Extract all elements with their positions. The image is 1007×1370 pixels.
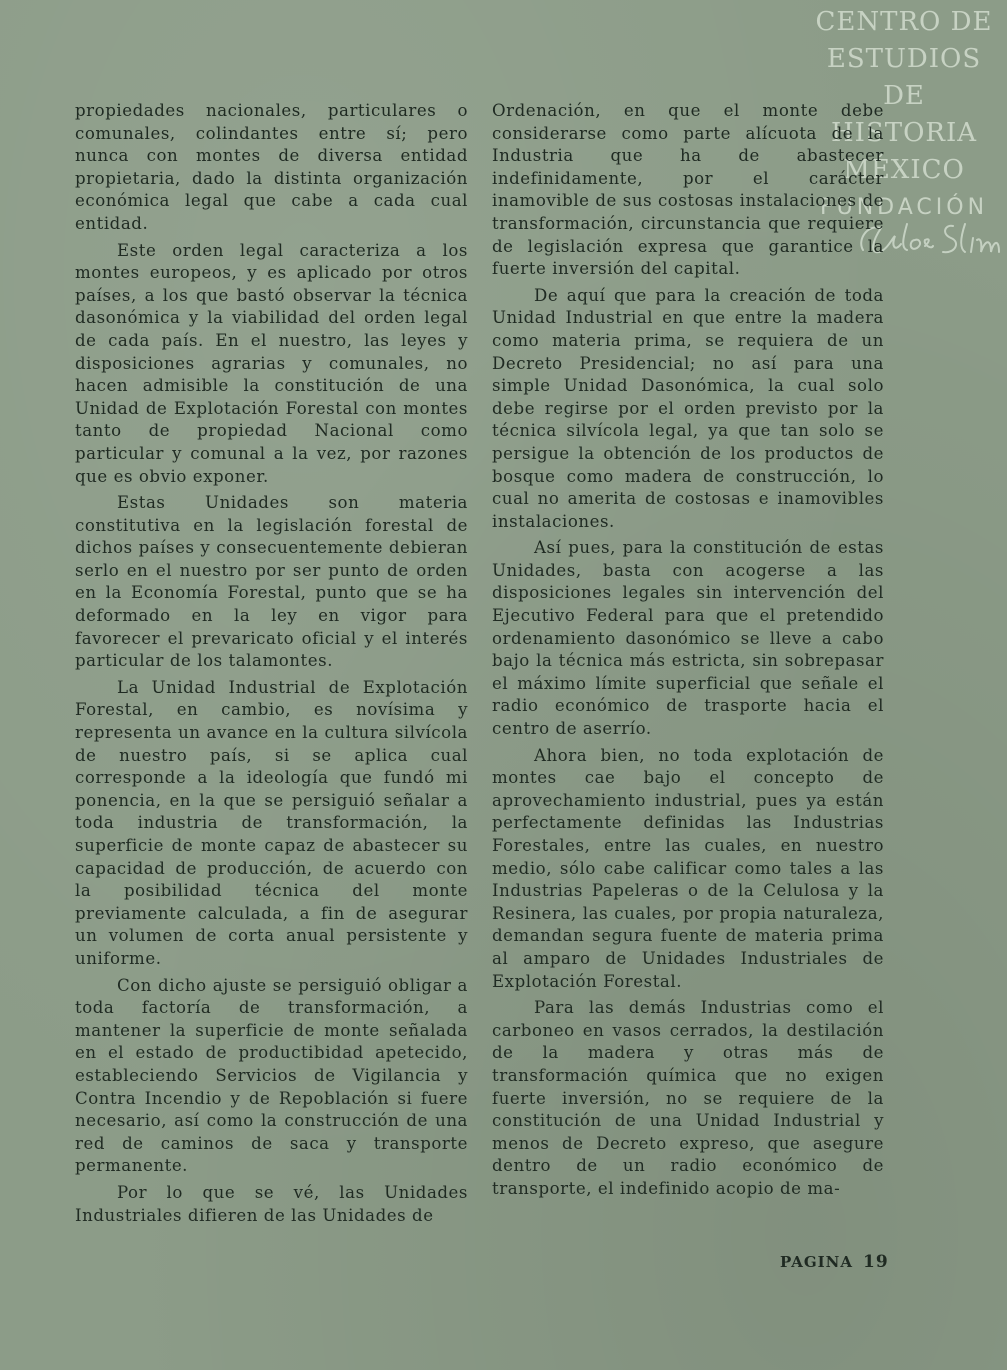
watermark-line: FUNDACIÓN	[819, 195, 989, 220]
paragraph: Con dicho ajuste se persiguió obligar a toda factoría de transformación, a mantener la superficie de monte señalada en el estado de productibidad apetecido, estableciendo Servicios de Vigilancia y Contra Incendio y de Repoblación si fuere necesario, así como la construcción de una red de caminos de saca y transporte permanente.	[75, 975, 468, 1176]
paragraph: La Unidad Industrial de Explotación Forestal, en cambio, es novísima y representa un avance en la cultura silvícola de nuestro país, si se aplica cual corresponde a la ideología que fundó mi ponencia, en la que se persiguió señalar a toda industria de transformación, la superficie de monte capaz de abastecer su capacidad de producción, de acuerdo con la posibilidad técnica del monte previamente calculada, a fin de asegurar un volumen de corta anual persistente y uniforme.	[75, 677, 468, 968]
paragraph: Así pues, para la constitución de estas Unidades, basta con acogerse a las disposiciones legales sin intervención del Ejecutivo Federal para que el pretendido ordenamiento dasonómico se lleve a cabo bajo la técnica más estricta, sin sobrepasar el máximo límite superficial que señale el radio económico de trasporte hacia el centro de aserrío.	[492, 538, 884, 739]
paragraph: Ordenación, en que el monte debe considerarse como parte alícuota de la Industria que ha de abastecer indefinidamente, por el carácter inamovible de sus costosas instalaciones de transformación, circunstancia que requiere de legislación expresa que garantice la fuerte inversión del capital.	[492, 101, 884, 279]
right-text-column	[492, 100, 884, 1205]
paragraph: propiedades nacionales, particulares o comunales, colindantes entre sí; pero nunca con montes de diversa entidad propietaria, dado la distinta organización económica legal que cabe a cada cual entidad.	[75, 101, 468, 233]
watermark-line: MÉXICO	[843, 155, 965, 185]
paragraph: Ahora bien, no toda explotación de montes cae bajo el concepto de aprovechamiento industrial, pues ya están perfectamente definidas las Industrias Forestales, entre las cuales, en nuestro medio, sólo cabe calificar como tales a las Industrias Papeleras o de la Celulosa y la Resinera, las cuales, por propia naturaleza, demandan segura fuente de materia prima al amparo de Unidades Industriales de Explotación Forestal.	[492, 745, 884, 991]
paragraph: Este orden legal caracteriza a los montes europeos, y es aplicado por otros países, a los que bastó observar la técnica dasonómica y la viabilidad del orden legal de cada país. En el nuestro, las leyes y disposiciones agrarias y comunales, no hacen admisible la constitución de una Unidad de Explotación Forestal con montes tanto de propiedad Nacional como particular y comunal a la vez, por razones que es obvio exponer.	[75, 240, 468, 486]
page-label: PAGINA	[780, 1253, 854, 1271]
watermark-line: CENTRO DE	[815, 7, 993, 37]
paragraph: Por lo que se vé, las Unidades Industriales difieren de las Unidades de	[75, 1182, 468, 1225]
paragraph: Para las demás Industrias como el carboneo en vasos cerrados, la destilación de la madera y otras más de transformación química que no exigen fuerte inversión, no se requiere de la constitución de una Unidad Industrial y menos de Decreto expreso, que asegure dentro de un radio económico de transporte, el indefinido acopio de ma-	[492, 998, 884, 1198]
left-text-column	[75, 100, 468, 1231]
watermark-line: ESTUDIOS	[826, 44, 982, 74]
watermark-line: DE HISTORIA	[830, 81, 978, 148]
paragraph: De aquí que para la creación de toda Unidad Industrial en que entre la madera como materia prima, se requiera de un Decreto Presidencial; no así para una simple Unidad Dasonómica, la cual solo debe regirse por el orden previsto por la técnica silvícola legal, ya que tan solo se persigue la obtención de los productos de bosque como madera de construcción, lo cual no amerita de costosas e inamovibles instalaciones.	[492, 285, 884, 531]
page-number	[780, 1252, 889, 1272]
paragraph: Estas Unidades son materia constitutiva en la legislación forestal de dichos países y consecuentemente debieran serlo en el nuestro por ser punto de orden en la Economía Forestal, punto que se ha deformado en la ley en vigor para favorecer el prevaricato oficial y el interés particular de los talamontes.	[75, 493, 468, 671]
page-number-value: 19	[863, 1252, 889, 1272]
